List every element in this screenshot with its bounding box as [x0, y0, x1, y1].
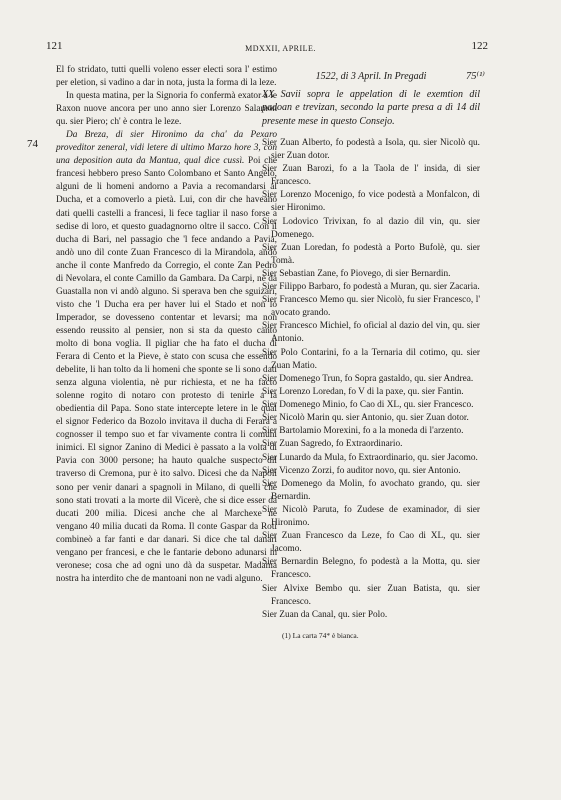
list-item: Sier Francesco Memo qu. sier Nicolò, fu sier Francesco, l' avocato grando. — [262, 295, 480, 319]
entries-list — [262, 137, 480, 622]
list-item: Sier Francesco Michiel, fo oficial al dazio del vin, qu. sier Antonio. — [262, 321, 480, 345]
list-item: Sier Bartolamio Morexini, fo a la moneda di l'arzento. — [262, 426, 464, 437]
list-item: Sier Domenego da Molin, fo avochato grando, qu. sier Bernardin. — [262, 478, 480, 502]
list-item: Sier Sebastian Zane, fo Piovego, di sier Bernardin. — [262, 268, 451, 279]
paragraph-2: In questa matina, per la Signoria fo confermà exator a le Raxon nuove ancora per uno anno sier Lorenzo Salamon qu. sier Piero; ch' è contra le leze. — [56, 91, 277, 128]
margin-number-left: 74 — [27, 138, 38, 150]
page-number-left: 121 — [46, 40, 63, 52]
list-item: Sier Zuan Loredan, fo podestà a Porto Bufolè, qu. sier Tomà. — [262, 242, 480, 266]
list-item: Sier Nicolò Paruta, fo Zudese de examinador, di sier Hironimo. — [262, 505, 480, 529]
right-column — [262, 70, 480, 642]
list-item: Sier Lorenzo Loredan, fo V di la paxe, qu. sier Fantin. — [262, 386, 464, 397]
paragraph-3-body: Poi che francesi hebbero preso Santo Colombano et Santo Angelo, alguni de li homeni andorno a Pavia a recomandarsi al Ducha, et a comoverlo a pietà. Lui, con dir che haveano dati quelli castelli a francesi, li fece tagliar il naso forse a sedise di loro, et questo guadagnorno oltre il sacco. Con il ducha di Bari, nel passagio che 'l fece andando a Pavia, andò uno dil conte Zuan Francesco di la Mirandola, andò anche il conte Manfredo da Corregio, el conte Zan Pedro di Nevolara, el conte Camillo da Gambara. Da Carpi, nè da Guastalla non vi andò alguno. Si sperava ben che sguizari, visto che 'l Ducha era per haver lui el Stado et non lo Imperador, se dovesseno contentar et levarsi; ma non essendo reussito al pensier, non si sta da questo canto molto di bona voglia. Il pigliar che ha fato el ducha di Ferara di Cento et la Pieve, è stato con scusa che essendo debelite, li han tolto da li homeni che sponte se li sono dati senza alguna violentia, nè pur richiesta, et ne ha facto solenne rogito di notaro con protesto di tenirle a la obedientia dil Papa. Sono state intercepte letere in le qual el signor Federico da Bozolo invitava il ducha di Ferara a cognosser il tempo suo et far vivamente contra li comuni inimici. El signor Zanino di Medici è passato a la volta di Pavia con 3000 persone; ha hauto qualche suspecto dil traverso di Cremona, pur è ito salvo. Dicesi che da Napoli sono per venir danari a spagnoli in Milano, di quelli che sono stati trovati a la morte dil Vicerè, che si dice esser da ducati 200 milia. Dicesi anche che al Marchexe ne vengano 40 milia ducati da Roma. Il conte Gaspar da Roti combineò a far fanti e dar danari. Si dice che tal danari vengano per francesi, e che le fantarie debono adunarsi in veronese; cosa che ad ogni uno dà da suspetar. Madama nostra ha interdito che de mantoani non ne vadi alguno. — [56, 156, 278, 584]
list-item: Sier Zuan Alberto, fo podestà a Isola, qu. sier Nicolò qu. sier Zuan dotor. — [262, 137, 480, 161]
list-item: Sier Domenego Minio, fo Cao di XL, qu. sier Francesco. — [262, 400, 474, 410]
list-item: Sier Vicenzo Zorzi, fo auditor novo, qu. sier Antonio. — [262, 465, 461, 476]
list-item: Sier Alvixe Bembo qu. sier Zuan Batista, qu. sier Francesco. — [262, 583, 480, 607]
list-item: Sier Lodovico Trivixan, fo al dazio dil vin, qu. sier Domenego. — [262, 216, 480, 240]
list-item: Sier Domenego Trun, fo Sopra gastaldo, qu. sier Andrea. — [262, 373, 474, 384]
list-item: Sier Lorenzo Mocenigo, fo vice podestà a Monfalcon, di sier Hironimo. — [262, 190, 480, 214]
running-title: MDXXII, APRILE. — [245, 44, 316, 53]
list-item: Sier Filippo Barbaro, fo podestà a Muran, qu. sier Zacaria. — [262, 282, 480, 293]
left-column — [56, 64, 277, 586]
paragraph-3 — [56, 129, 277, 586]
paragraph-3-heading: Da Breza, di sier Hironimo da cha' da Pexaro proveditor zeneral, vidi letere di ultimo Marzo hore 3, con una deposition auta da Mantua, qual dice cussì. — [56, 130, 277, 167]
list-item: Sier Bernardin Belegno, fo podestà a la Motta, qu. sier Francesco. — [262, 557, 480, 581]
rubric: XX Savii sopra le appelation di le exemtion dil padoan e trevizan, secondo la parte presa a dì 14 dil presente mese in questo Consejo. — [262, 89, 480, 127]
dateline: 1522, di 3 April. In Pregadi — [315, 71, 427, 82]
list-item: Sier Zuan Sagredo, fo Extraordinario. — [262, 439, 403, 450]
margin-number-right: 75⁽¹⁾ — [466, 71, 485, 82]
list-item: Sier Zuan Francesco da Leze, fo Cao di XL, qu. sier Jacomo. — [262, 531, 480, 555]
list-item: Sier Nicolò Marin qu. sier Antonio, qu. sier Zuan dotor. — [262, 413, 469, 424]
list-item: Sier Lunardo da Mula, fo Extraordinario, qu. sier Jacomo. — [262, 452, 478, 463]
page-number-right: 122 — [471, 40, 488, 52]
footnote: (1) La carta 74* è bianca. — [282, 630, 359, 640]
paragraph-1: El fo stridato, tutti quelli voleno esser electi sora l' estimo per eletion, si vadino a dar in nota, justa la forma di la leze. — [56, 65, 277, 89]
list-item: Sier Polo Contarini, fo a la Ternaria dil cotimo, qu. sier Zuan Matio. — [262, 347, 480, 371]
list-item: Sier Zuan da Canal, qu. sier Polo. — [262, 609, 388, 620]
list-item: Sier Zuan Barozi, fo a la Taola de l' insida, di sier Francesco. — [262, 164, 480, 188]
